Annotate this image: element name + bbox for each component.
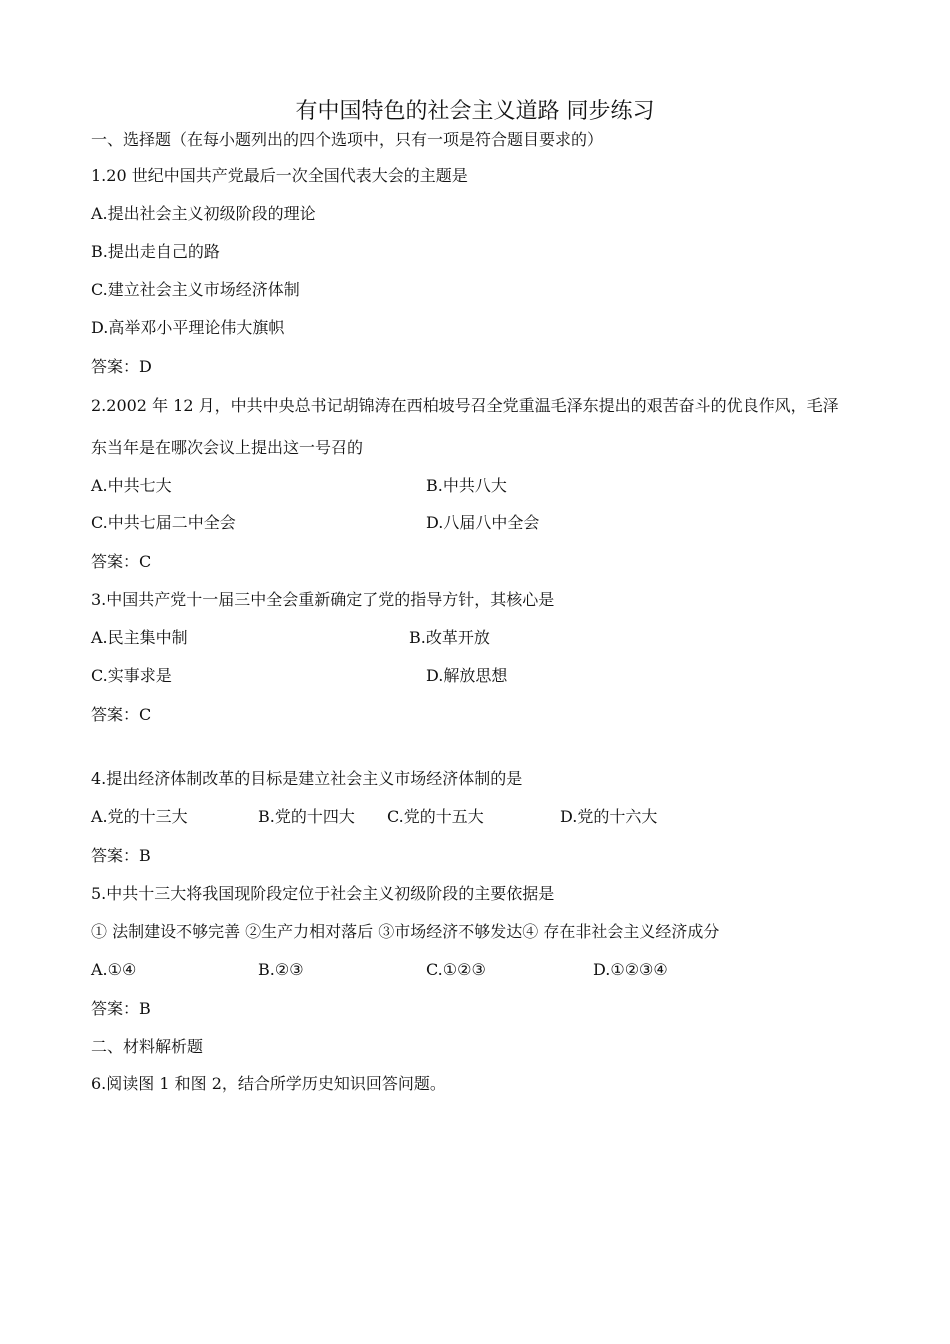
q3-option-b: B.改革开放 xyxy=(409,628,490,647)
q1-answer: 答案：D xyxy=(91,357,152,376)
q5-answer: 答案：B xyxy=(91,999,151,1018)
q2-option-a: A.中共七大 xyxy=(91,476,172,495)
q5-items: ① 法制建设不够完善 ②生产力相对落后 ③市场经济不够发达④ 存在非社会主义经济成分 xyxy=(91,922,720,941)
q4-stem: 4.提出经济体制改革的目标是建立社会主义市场经济体制的是 xyxy=(91,769,523,788)
q1-option-a: A.提出社会主义初级阶段的理论 xyxy=(91,204,316,223)
q2-stem-line2: 东当年是在哪次会议上提出这一号召的 xyxy=(91,438,364,457)
q2-answer: 答案：C xyxy=(91,552,152,571)
q2-option-b: B.中共八大 xyxy=(426,476,507,495)
q5-option-a: A.①④ xyxy=(91,960,137,979)
q4-option-d: D.党的十六大 xyxy=(560,807,658,826)
q3-answer: 答案：C xyxy=(91,705,152,724)
q4-option-c: C.党的十五大 xyxy=(387,807,484,826)
q3-option-d: D.解放思想 xyxy=(426,666,508,685)
q2-stem-line1: 2.2002 年 12 月，中共中央总书记胡锦涛在西柏坡号召全党重温毛泽东提出的艰苦奋斗的优良作风，毛泽 xyxy=(91,396,839,415)
q1-option-d: D.高举邓小平理论伟大旗帜 xyxy=(91,318,285,337)
q4-option-a: A.党的十三大 xyxy=(91,807,188,826)
q4-answer: 答案：B xyxy=(91,846,151,865)
section-heading-material: 二、材料解析题 xyxy=(91,1037,204,1056)
q5-option-b: B.②③ xyxy=(258,960,304,979)
q5-stem: 5.中共十三大将我国现阶段定位于社会主义初级阶段的主要依据是 xyxy=(91,884,555,903)
q3-option-c: C.实事求是 xyxy=(91,666,172,685)
q3-stem: 3.中国共产党十一届三中全会重新确定了党的指导方针，其核心是 xyxy=(91,590,555,609)
q2-option-c: C.中共七届二中全会 xyxy=(91,513,236,532)
q2-option-d: D.八届八中全会 xyxy=(426,513,540,532)
q6-stem: 6.阅读图 1 和图 2，结合所学历史知识回答问题。 xyxy=(91,1074,446,1093)
page-title: 有中国特色的社会主义道路 同步练习 xyxy=(295,99,655,124)
q5-option-d: D.①②③④ xyxy=(593,960,668,979)
q3-option-a: A.民主集中制 xyxy=(91,628,188,647)
q5-option-c: C.①②③ xyxy=(426,960,486,979)
section-heading-choice: 一、选择题（在每小题列出的四个选项中，只有一项是符合题目要求的） xyxy=(91,130,604,149)
q4-option-b: B.党的十四大 xyxy=(258,807,355,826)
q1-stem: 1.20 世纪中国共产党最后一次全国代表大会的主题是 xyxy=(91,166,468,185)
q1-option-c: C.建立社会主义市场经济体制 xyxy=(91,280,300,299)
q1-option-b: B.提出走自己的路 xyxy=(91,242,220,261)
